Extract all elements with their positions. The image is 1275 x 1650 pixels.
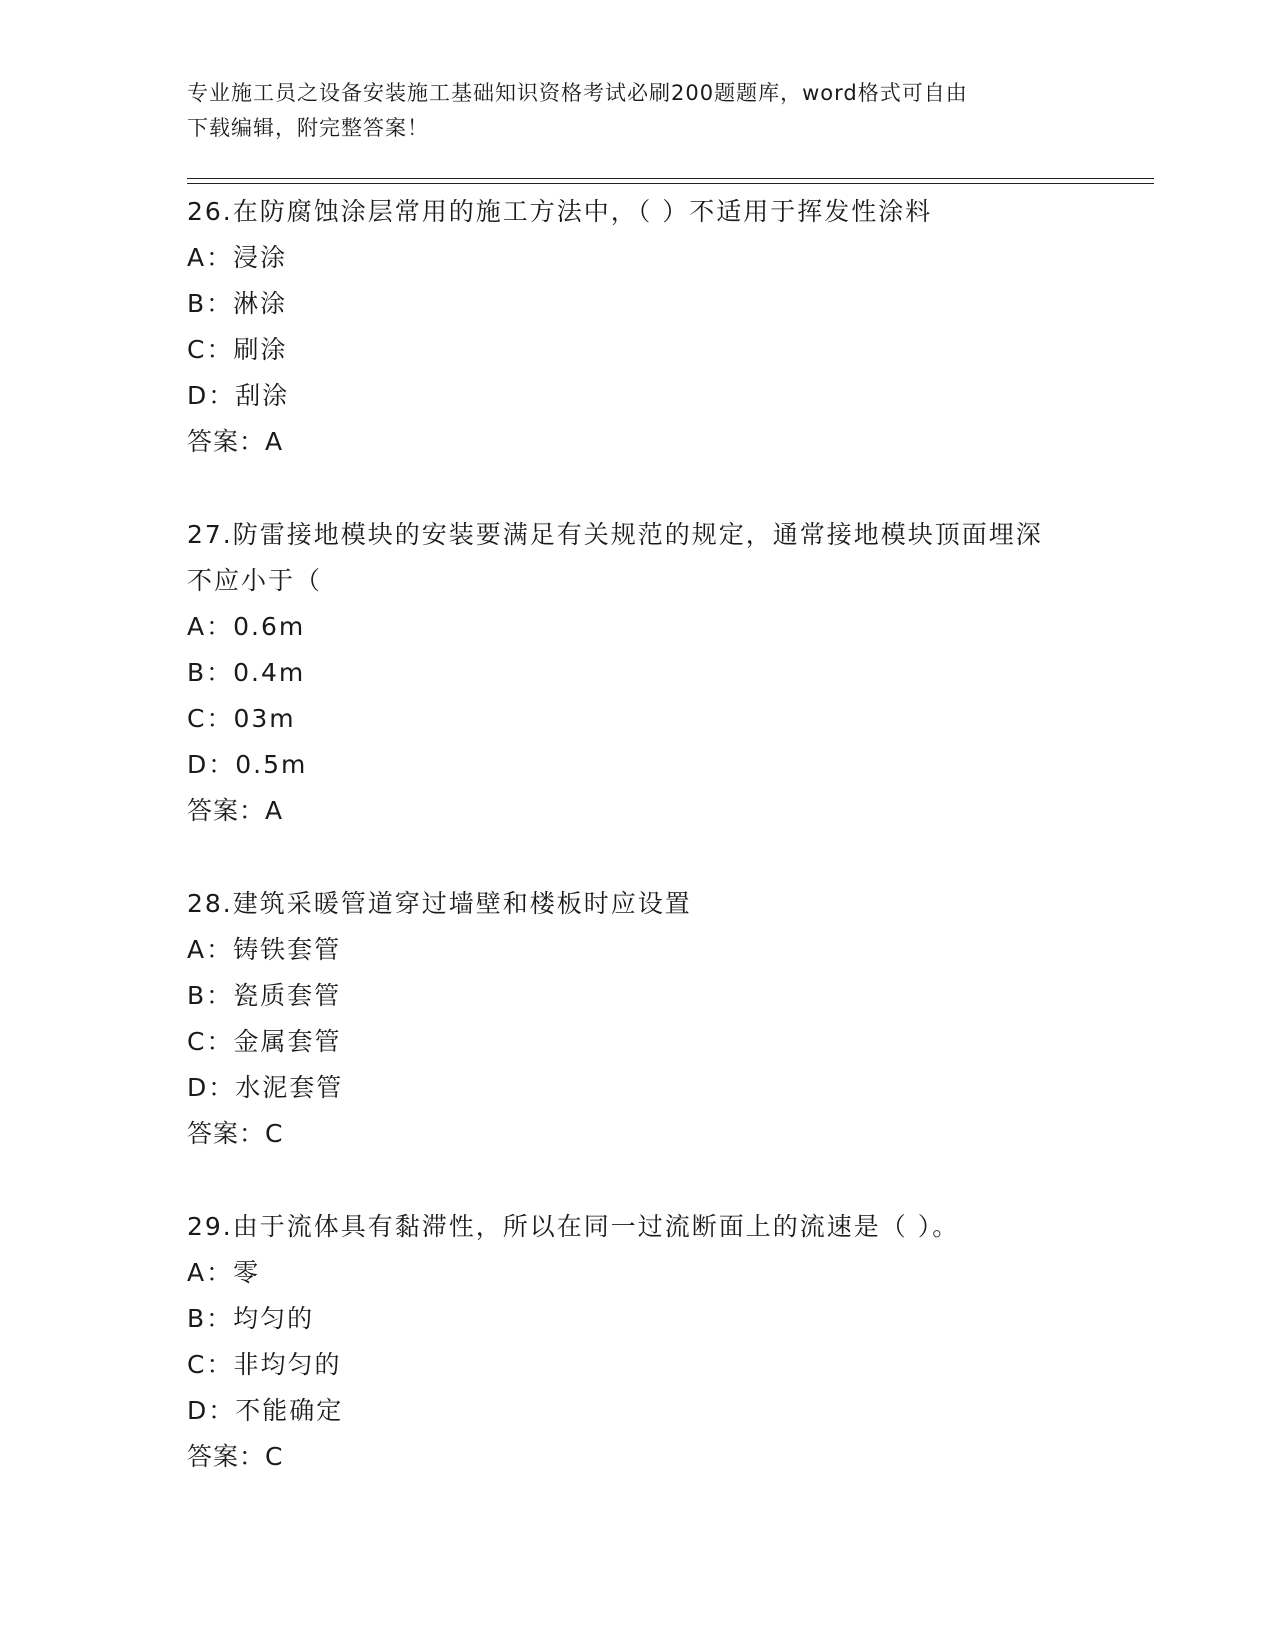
question-list — [187, 189, 1087, 1527]
question-stem: 28.建筑采暖管道穿过墙壁和楼板时应设置 — [187, 889, 692, 918]
document-header — [187, 76, 1067, 146]
question-stem: 29.由于流体具有黏滞性，所以在同一过流断面上的流速是（ ）。 — [187, 1212, 960, 1241]
question-26 — [187, 189, 1087, 465]
option-b: B：瓷质套管 — [187, 981, 342, 1010]
question-27 — [187, 512, 1087, 834]
option-a: A：铸铁套管 — [187, 935, 342, 964]
header-title-line-2: 下载编辑，附完整答案！ — [187, 116, 429, 140]
option-c: C：刷涂 — [187, 335, 288, 364]
option-d: D：刮涂 — [187, 381, 290, 410]
header-title-line-1: 专业施工员之设备安装施工基础知识资格考试必刷200题题库，word格式可自由 — [187, 81, 968, 105]
header-divider-bottom — [187, 183, 1154, 184]
option-c: C：金属套管 — [187, 1027, 342, 1056]
question-stem: 27.防雷接地模块的安装要满足有关规范的规定，通常接地模块顶面埋深不应小于（ — [187, 520, 1043, 595]
question-28 — [187, 881, 1087, 1157]
option-d: D：不能确定 — [187, 1396, 344, 1425]
header-divider-top — [187, 178, 1154, 179]
option-a: A：零 — [187, 1258, 261, 1287]
answer-text: 答案：C — [187, 1119, 284, 1148]
option-c: C：非均匀的 — [187, 1350, 342, 1379]
answer-text: 答案：A — [187, 796, 284, 825]
option-d: D：0.5m — [187, 750, 308, 779]
option-b: B：均匀的 — [187, 1304, 315, 1333]
question-29 — [187, 1204, 1087, 1480]
answer-text: 答案：C — [187, 1442, 284, 1471]
option-c: C：03m — [187, 704, 296, 733]
option-b: B：0.4m — [187, 658, 306, 687]
question-stem: 26.在防腐蚀涂层常用的施工方法中，（ ）不适用于挥发性涂料 — [187, 197, 933, 226]
option-d: D：水泥套管 — [187, 1073, 344, 1102]
option-a: A：0.6m — [187, 612, 306, 641]
option-b: B：淋涂 — [187, 289, 288, 318]
option-a: A：浸涂 — [187, 243, 288, 272]
answer-text: 答案：A — [187, 427, 284, 456]
